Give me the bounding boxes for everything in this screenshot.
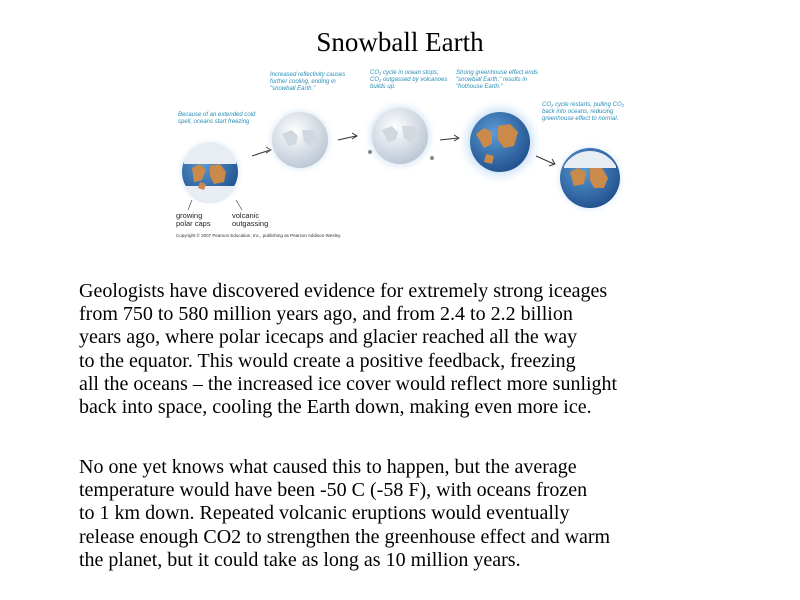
globe-snowball xyxy=(264,104,336,176)
caption-3: CO₂ cycle in ocean stops; CO₂ outgassed by volcanoes builds up. xyxy=(370,70,448,90)
paragraph-cause xyxy=(79,456,779,572)
paragraph-line: No one yet knows what caused this to happen, but the average xyxy=(79,456,577,478)
label-growing-polar-caps: growing polar caps xyxy=(176,211,211,228)
paragraph-line: to 1 km down. Repeated volcanic eruptions would eventually xyxy=(79,502,570,525)
paragraph-line: back into space, cooling the Earth down, making even more ice. xyxy=(79,396,592,419)
globe-normal xyxy=(552,140,628,216)
paragraph-line: all the oceans – the increased ice cover would reflect more sunlight xyxy=(79,372,618,395)
caption-4: Strong greenhouse effect ends "snowball Earth," results in "hothouse Earth." xyxy=(456,70,539,90)
slide-title: Snowball Earth xyxy=(316,27,484,57)
caption-1: Because of an extended cold spell, oceans start freezing xyxy=(178,112,256,125)
label-volcanic-outgassing: volcanic outgassing xyxy=(232,211,269,228)
snowball-earth-figure xyxy=(170,60,640,246)
figure-copyright: Copyright © 2007 Pearson Education, Inc., publishing as Pearson Addison-Wesley. xyxy=(176,233,342,238)
paragraph-line: Geologists have discovered evidence for extremely strong iceages xyxy=(79,280,608,302)
paragraph-line: from 750 to 580 million years ago, and from 2.4 to 2.2 billion xyxy=(79,303,573,326)
paragraph-line: years ago, where polar icecaps and glacier reached all the way xyxy=(79,326,578,349)
paragraph-line: the planet, but it could take as long as 10 million years. xyxy=(79,548,521,571)
globe-co2-buildup xyxy=(362,98,438,174)
caption-5: CO₂ cycle restarts, pulling CO₂ back into oceans, reducing greenhouse effect to normal. xyxy=(542,102,624,122)
globe-freezing-start xyxy=(174,136,246,208)
paragraph-line: temperature would have been -50 C (-58 F), with oceans frozen xyxy=(79,479,588,502)
caption-2: Increased reflectivity causes further cooling, ending in "snowball Earth." xyxy=(270,72,346,92)
paragraph-geologists xyxy=(79,280,779,419)
paragraph-line: to the equator. This would create a positive feedback, freezing xyxy=(79,349,576,372)
globe-hothouse xyxy=(456,98,544,186)
paragraph-line: release enough CO2 to strengthen the greenhouse effect and warm xyxy=(79,525,611,548)
